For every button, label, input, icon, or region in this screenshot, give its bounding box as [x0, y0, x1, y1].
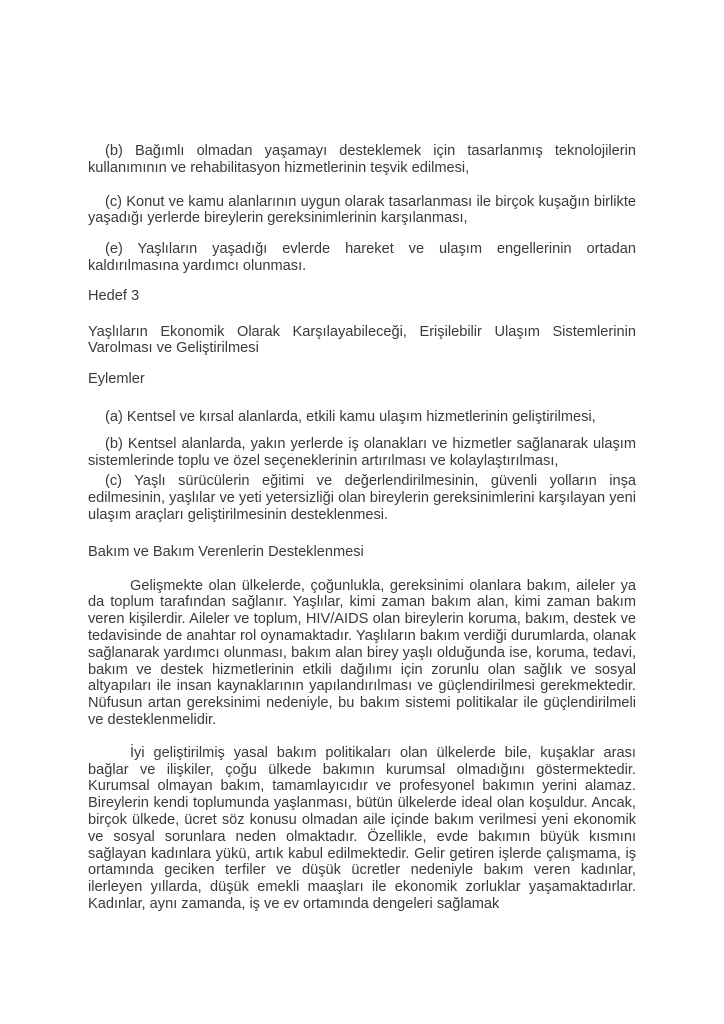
body-paragraph-2: İyi geliştirilmiş yasal bakım politikaları olan ülkelerde bile, kuşaklar arası bağlar ve ilişkiler, çoğu ülkede bakımın kurumsal olmadığını göstermektedir. Kurumsal olmayan bakım, tamamlayıcıdır ve profesyonel bakımın yerini alamaz. Bireylerin kendi toplumunda yaşlanması, bütün ülkelerde ideal olan koşuldur. Ancak, birçok ülkede, ücret söz konusu olmadan aile içinde bakım verilmesi yeni ekonomik ve sosyal sorunlara neden olmaktadır. Özellikle, evde bakımın büyük kısmını sağlayan kadınlara yükü, artık kabul edilmektedir. Gelir getiren işlerde çalışmama, iş ortamında geciken terfiler ve düşük ücretler nedeniyle bakım veren kadınlar, ilerleyen yıllarda, düşük emekli maaşları ile ekonomik zorluklar yaşamaktadırlar. Kadınlar, aynı zamanda, iş ve ev ortamında dengeleri sağlamak — [88, 744, 636, 912]
action-item-a: (a) Kentsel ve kırsal alanlarda, etkili kamu ulaşım hizmetlerinin geliştirilmesi, — [105, 408, 596, 425]
document-text-block — [88, 143, 636, 913]
list-item-b: (b) Bağımlı olmadan yaşamayı desteklemek için tasarlanmış teknolojilerin kullanımının ve rehabilitasyon hizmetlerinin teşvik edilmesi, — [88, 143, 636, 176]
heading-hedef-3: Hedef 3 — [88, 287, 140, 304]
list-item-e: (e) Yaşlıların yaşadığı evlerde hareket ve ulaşım engellerinin ortadan kaldırılmasına yardımcı olunması. — [88, 241, 636, 274]
heading-eylemler: Eylemler — [88, 371, 145, 388]
body-paragraph-1: Gelişmekte olan ülkelerde, çoğunlukla, gereksinimi olanlara bakım, aileler ya da toplum tarafından sağlanır. Yaşlılar, kimi zaman bakım alan, kimi zaman bakım veren kişilerdir. Aileler ve toplum, HIV/AIDS olan bireylerin koruma, bakım, destek ve tedavisinde de anahtar rol oynamaktadır. Yaşlıların bakım verdiği durumlarda, olanak sağlanarak yardımcı olunması, bakım alan birey yaşlı olduğunda ise, koruma, tedavi, bakım ve destek hizmetlerinin etkili dağılımı için zorunlu olan sağlık ve sosyal altyapıları ile insan kaynaklarının yapılandırılması ve güçlendirilmesi gerekmektedir. Nüfusun artan gereksinimi nedeniyle, bu bakım sistemi politikalar ile güçlendirilmeli ve desteklenmelidir. — [88, 577, 636, 728]
list-item-c: (c) Konut ve kamu alanlarının uygun olarak tasarlanması ile birçok kuşağın birlikte yaşadığı yerlerde bireylerin gereksinimlerinin karşılanması, — [88, 193, 636, 227]
section-title: Yaşlıların Ekonomik Olarak Karşılayabileceği, Erişilebilir Ulaşım Sistemlerinin Varolması ve Geliştirilmesi — [88, 323, 636, 357]
action-item-c: (c) Yaşlı sürücülerin eğitimi ve değerlendirilmesinin, güvenli yolların inşa edilmesinin, yaşlılar ve yeti yetersizliği olan bireylerin gereksinimlerini karşılayan yeni ulaşım araçları geliştirilmesinin desteklenmesi. — [88, 473, 636, 523]
heading-bakim: Bakım ve Bakım Verenlerin Desteklenmesi — [88, 543, 364, 560]
action-item-b: (b) Kentsel alanlarda, yakın yerlerde iş olanakları ve hizmetler sağlanarak ulaşım sistemlerinde toplu ve özel seçeneklerinin artırılması ve kolaylaştırılması, — [88, 435, 636, 469]
